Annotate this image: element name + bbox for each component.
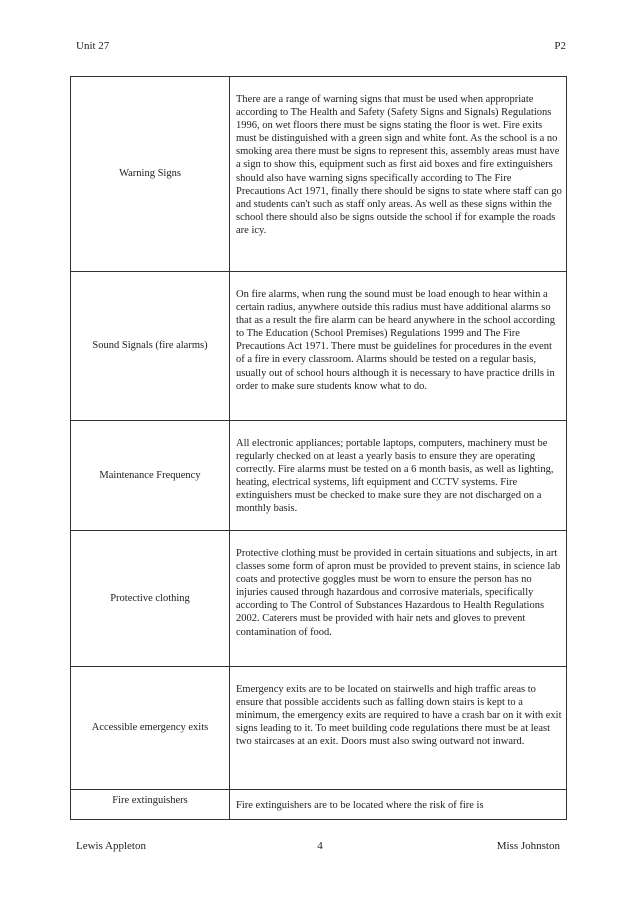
requirements-table (70, 76, 567, 820)
footer-author: Lewis Appleton (76, 840, 146, 852)
row-text: Emergency exits are to be located on stairwells and high traffic areas to ensure that possible accidents such as falling down stairs is kept to a minimum, the emergency exits are required to have a crash bar on it with exit signs leading to it. To meet building code regulations there must be at least two staircases at an exit. Doors must also swing outward not inward. (230, 667, 567, 790)
row-label: Sound Signals (fire alarms) (71, 272, 230, 421)
row-label: Protective clothing (71, 531, 230, 667)
row-label: Warning Signs (71, 77, 230, 272)
header-criterion: P2 (554, 40, 566, 52)
table-row (71, 531, 567, 667)
row-text: On fire alarms, when rung the sound must be load enough to hear within a certain radius, anywhere outside this radius must have additional alarms so that as a result the fire alarm can be heard anywhere in the school according to The Education (School Premises) Regulations 1999 and The Fire Precautions Act 1971. There must be guidelines for procedures in the event of a fire in every classroom. Alarms should be tested on a regular basis, usually out of school hours although it is necessary to have practice drills in order to make sure students know what to do. (230, 272, 567, 421)
row-label: Accessible emergency exits (71, 667, 230, 790)
row-text: There are a range of warning signs that must be used when appropriate according to The Health and Safety (Safety Signs and Signals) Regulations 1996, on wet floors there must be signs stating the floor is wet. Fire exits must be distinguished with a green sign and white font. As the school is a no smoking area there must be signs to represent this, assembly areas must have a sign to show this, equipment such as first aid boxes and fire extinguishers should also have warning signs specifically according to The Fire Precautions Act 1971, finally there should be signs to state where staff can go and students can't such as staff only areas. As well as these signs within the school there should also be signs outside the school if for example the roads are icy. (230, 77, 567, 272)
header-unit: Unit 27 (76, 40, 110, 52)
row-text: Protective clothing must be provided in certain situations and subjects, in art classes some form of apron must be provided to prevent stains, in science lab coats and protective goggles must be worn to ensure the person has no injuries caused through hazardous and corrosive materials, specifically according to The Control of Substances Hazardous to Health Regulations 2002. Caterers must be provided with hair nets and gloves to prevent contamination of food. (230, 531, 567, 667)
table-row (71, 77, 567, 272)
row-label: Fire extinguishers (71, 790, 230, 820)
row-text: All electronic appliances; portable laptops, computers, machinery must be regularly checked on at least a yearly basis to ensure they are operating correctly. Fire alarms must be tested on a 6 month basis, as well as lighting, heating, electrical systems, lift equipment and CCTV systems. Fire extinguishers must be checked to make sure they are not discharged on a monthly basis. (230, 421, 567, 531)
page-number: 4 (317, 840, 323, 852)
row-text: Fire extinguishers are to be located where the risk of fire is (230, 790, 567, 820)
row-label: Maintenance Frequency (71, 421, 230, 531)
footer-teacher: Miss Johnston (496, 840, 560, 852)
table-row (71, 790, 567, 820)
table-row (71, 272, 567, 421)
table-row (71, 421, 567, 531)
table-row (71, 667, 567, 790)
